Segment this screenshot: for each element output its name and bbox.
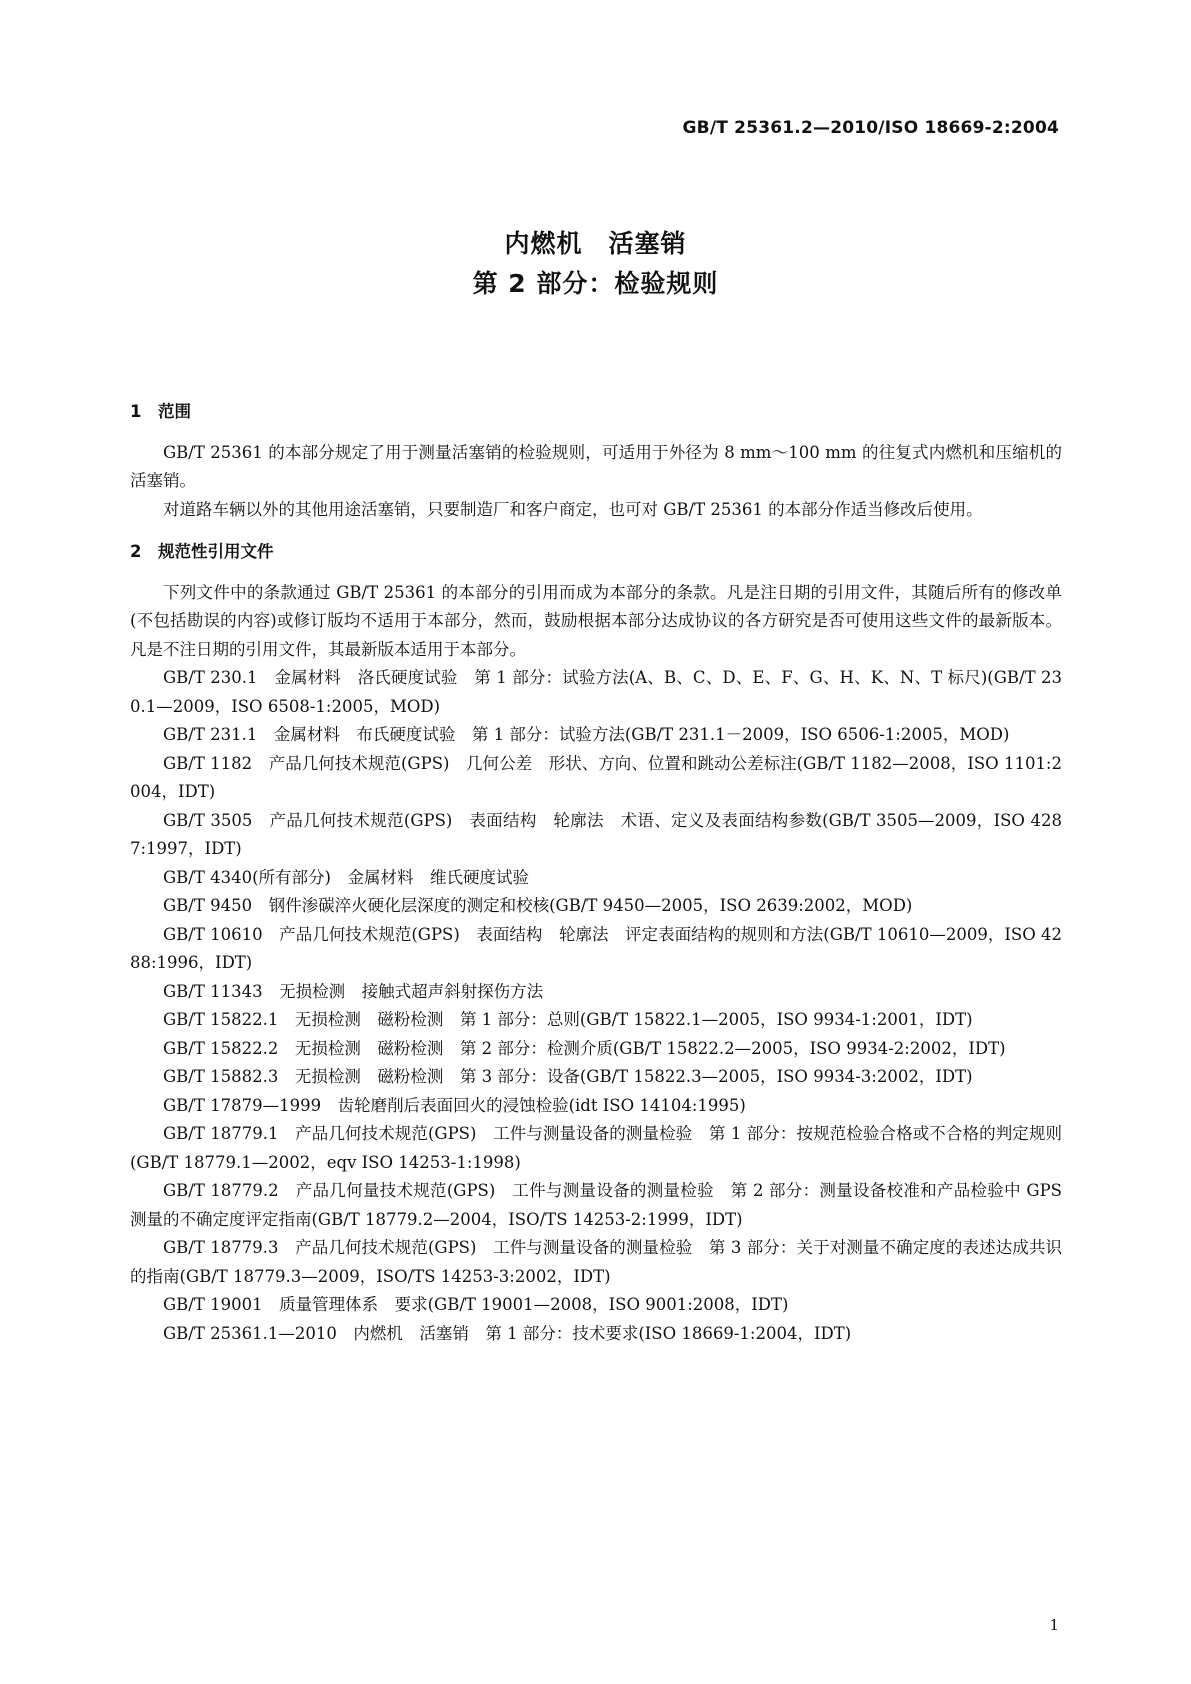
reference-item: GB/T 4340(所有部分) 金属材料 维氏硬度试验 <box>163 867 529 887</box>
section-heading-normative-references: 2 规范性引用文件 <box>130 542 274 561</box>
reference-item: GB/T 18779.3 产品几何技术规范(GPS) 工件与测量设备的测量检验 第 3 部分：关于对测量不确定度的表述达成共识的指南(GB/T 18779.3—2009，ISO/TS 14253-3:2002，IDT) <box>130 1238 1062 1286</box>
page-number: 1 <box>1049 1616 1059 1634</box>
reference-item: GB/T 18779.1 产品几何技术规范(GPS) 工件与测量设备的测量检验 第 1 部分：按规范检验合格或不合格的判定规则(GB/T 18779.1—2002，eqv ISO 14253-1:1998) <box>130 1124 1062 1172</box>
reference-item: GB/T 15822.1 无损检测 磁粉检测 第 1 部分：总则(GB/T 15822.1—2005，ISO 9934-1:2001，IDT) <box>163 1010 973 1029</box>
scope-paragraph: GB/T 25361 的本部分规定了用于测量活塞销的检验规则，可适用于外径为 8 mm～100 mm 的往复式内燃机和压缩机的活塞销。 <box>130 442 1062 490</box>
reference-item: GB/T 10610 产品几何技术规范(GPS) 表面结构 轮廓法 评定表面结构的规则和方法(GB/T 10610—2009，ISO 4288:1996，IDT) <box>130 924 1062 972</box>
reference-item: GB/T 3505 产品几何技术规范(GPS) 表面结构 轮廓法 术语、定义及表面结构参数(GB/T 3505—2009，ISO 4287:1997，IDT) <box>130 810 1062 858</box>
reference-item: GB/T 231.1 金属材料 布氏硬度试验 第 1 部分：试验方法(GB/T 231.1－2009，ISO 6506-1:2005，MOD) <box>163 725 1010 744</box>
standard-code-header: GB/T 25361.2—2010/ISO 18669-2:2004 <box>682 118 1059 138</box>
reference-item: GB/T 15882.3 无损检测 磁粉检测 第 3 部分：设备(GB/T 15822.3—2005，ISO 9934-3:2002，IDT) <box>163 1067 973 1086</box>
title-line-1: 内燃机 活塞销 <box>504 229 687 258</box>
reference-item: GB/T 25361.1—2010 内燃机 活塞销 第 1 部分：技术要求(ISO 18669-1:2004，IDT) <box>163 1323 852 1343</box>
reference-item: GB/T 1182 产品几何技术规范(GPS) 几何公差 形状、方向、位置和跳动公差标注(GB/T 1182—2008，ISO 1101:2004，IDT) <box>130 753 1062 801</box>
reference-item: GB/T 19001 质量管理体系 要求(GB/T 19001—2008，ISO 9001:2008，IDT) <box>163 1295 789 1314</box>
references-intro-paragraph: 下列文件中的条款通过 GB/T 25361 的本部分的引用而成为本部分的条款。凡是注日期的引用文件，其随后所有的修改单(不包括勘误的内容)或修订版均不适用于本部分，然而，鼓励根据本部分达成协议的各方研究是否可使用这些文件的最新版本。凡是不注日期的引用文件，其最新版本适用于本部分。 <box>130 582 1062 659</box>
reference-item: GB/T 9450 钢件渗碳淬火硬化层深度的测定和校核(GB/T 9450—2005，ISO 2639:2002，MOD) <box>163 896 913 915</box>
reference-item: GB/T 230.1 金属材料 洛氏硬度试验 第 1 部分：试验方法(A、B、C、D、E、F、G、H、K、N、T 标尺)(GB/T 230.1—2009，ISO 6508-1:2005，MOD) <box>130 668 1062 716</box>
document-body <box>130 398 1068 1348</box>
reference-item: GB/T 11343 无损检测 接触式超声斜射探伤方法 <box>163 981 544 1001</box>
scope-paragraph: 对道路车辆以外的其他用途活塞销，只要制造厂和客户商定，也可对 GB/T 25361 的本部分作适当修改后使用。 <box>163 499 983 519</box>
title-line-2: 第 2 部分：检验规则 <box>472 269 719 298</box>
reference-item: GB/T 15822.2 无损检测 磁粉检测 第 2 部分：检测介质(GB/T 15822.2—2005，ISO 9934-2:2002，IDT) <box>163 1038 1006 1058</box>
reference-item: GB/T 18779.2 产品几何量技术规范(GPS) 工件与测量设备的测量检验 第 2 部分：测量设备校准和产品检验中 GPS 测量的不确定度评定指南(GB/T 18779.2—2004，ISO/TS 14253-2:1999，IDT) <box>130 1181 1068 1229</box>
section-heading-scope: 1 范围 <box>130 402 191 421</box>
reference-item: GB/T 17879—1999 齿轮磨削后表面回火的浸蚀检验(idt ISO 14104:1995) <box>163 1095 746 1115</box>
document-title <box>0 224 1191 304</box>
